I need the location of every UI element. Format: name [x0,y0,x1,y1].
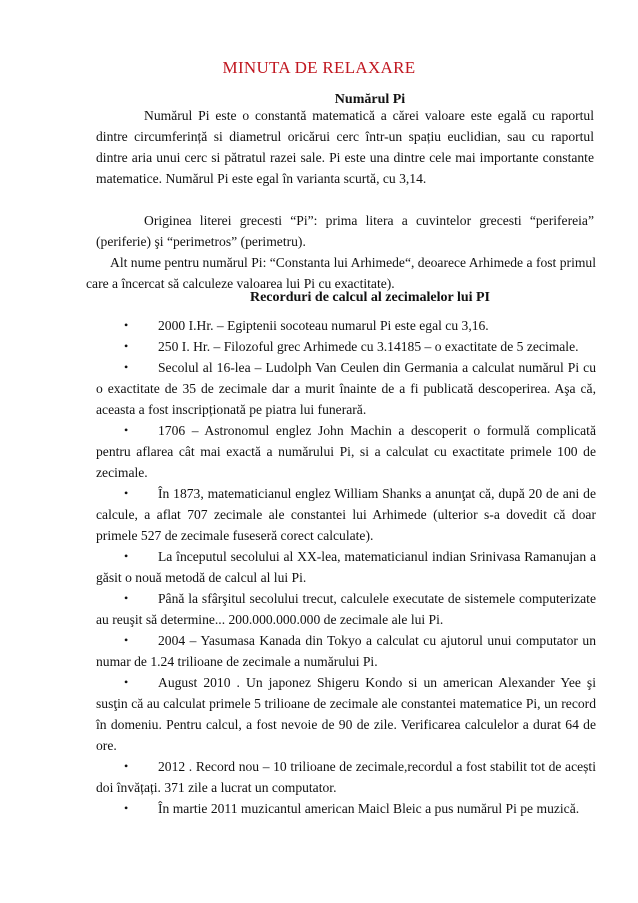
bullet-icon: • [124,318,129,332]
list-item-text: August 2010 . Un japonez Shigeru Kondo si un american Alexander Yee şi susţin că au calculat primele 5 trilioane de zecimale ale constantei matematice Pi, un record în domeniu. Pentru calcul, a fost nevoie de 90 de zile. Verificarea calculelor a durat 64 de ore. [96,675,596,753]
list-item-text: 250 I. Hr. – Filozoful grec Arhimede cu 3.14185 – o exactitate de 5 zecimale. [158,339,579,354]
bullet-icon: • [124,633,129,647]
list-item-text: 1706 – Astronomul englez John Machin a descoperit o formulă complicată pentru aflarea cât mai exactă a numărului Pi, si a calculat cu exactitate primele 100 de zecimale. [96,423,596,480]
list-item-text: În martie 2011 muzicantul american Maicl Bleic a pus numărul Pi pe muzică. [158,801,580,816]
bullet-icon: • [124,759,129,773]
paragraph-other-name: Alt nume pentru numărul Pi: “Constanta lui Arhimede“, deoarece Arhimede a fost primul care a încercat să calculeze valoarea lui Pi cu exactitate). [86,255,596,291]
list-item-text: Până la sfârşitul secolului trecut, calculele executate de sistemele computerizate au reuşit să determine... 200.000.000.000 de zecimale ale lui Pi. [96,591,596,627]
bullet-icon: • [124,675,129,689]
list-item [96,588,596,630]
bullet-icon: • [124,360,129,374]
paragraph-definition: Numărul Pi este o constantă matematică a cărei valoare este egală cu raportul dintre circumferință si diametrul oricărui cerc într-un spațiu euclidian, sau cu raportul dintre aria unui cerc si pătratul razei sale. Pi este una dintre cele mai importante constante matematice. Numărul Pi este egal în varianta scurtă, cu 3,14. [96,108,594,186]
list-item-text: 2012 . Record nou – 10 trilioane de zecimale,recordul a fost stabilit tot de acești doi învățați. 371 zile a lucrat un computator. [96,759,596,795]
bullet-icon: • [124,339,129,353]
bullet-icon: • [124,486,129,500]
page-title: MINUTA DE RELAXARE [222,58,416,77]
list-item-text: 2000 I.Hr. – Egiptenii socoteau numarul Pi este egal cu 3,16. [158,318,489,333]
list-item [96,420,596,483]
bullet-icon: • [124,423,129,437]
list-item [96,546,596,588]
bullet-icon: • [124,549,129,563]
list-item [96,630,596,672]
list-item [96,756,596,798]
bullet-icon: • [124,801,129,815]
list-item-text: 2004 – Yasumasa Kanada din Tokyo a calculat cu ajutorul unui computator un numar de 1.24 trilioane de zecimale a numărului Pi. [96,633,596,669]
list-item [96,336,596,357]
list-item-text: La începutul secolului al XX-lea, matematicianul indian Srinivasa Ramanujan a găsit o nouă metodă de calcul al lui Pi. [96,549,596,585]
list-item [96,483,596,546]
bullet-icon: • [124,591,129,605]
list-item [96,798,596,819]
list-item [96,672,596,756]
list-item [96,357,596,420]
list-item-text: În 1873, matematicianul englez William Shanks a anunţat că, după 20 de ani de calcule, a aflat 707 zecimale ale constantei lui Arhimede (ulterior s-a dovedit că doar primele 527 de zecimale fuseseră corect calculate). [96,486,596,543]
records-list [96,315,596,819]
list-item-text: Secolul al 16-lea – Ludolph Van Ceulen din Germania a calculat numărul Pi cu o exactitate de 35 de zecimale dar a murit înainte de a fi publicată descoperirea. Aşa că, aceasta a fost inscripționată pe piatra lui funerară. [96,360,596,417]
list-item [96,315,596,336]
paragraph-origin: Originea literei grecesti “Pi”: prima litera a cuvintelor grecesti “perifereia” (periferie) şi “perimetros” (perimetru). [96,213,594,249]
records-title: Recorduri de calcul al zecimalelor lui PI [249,290,491,305]
page-subtitle: Numărul Pi [334,92,406,107]
